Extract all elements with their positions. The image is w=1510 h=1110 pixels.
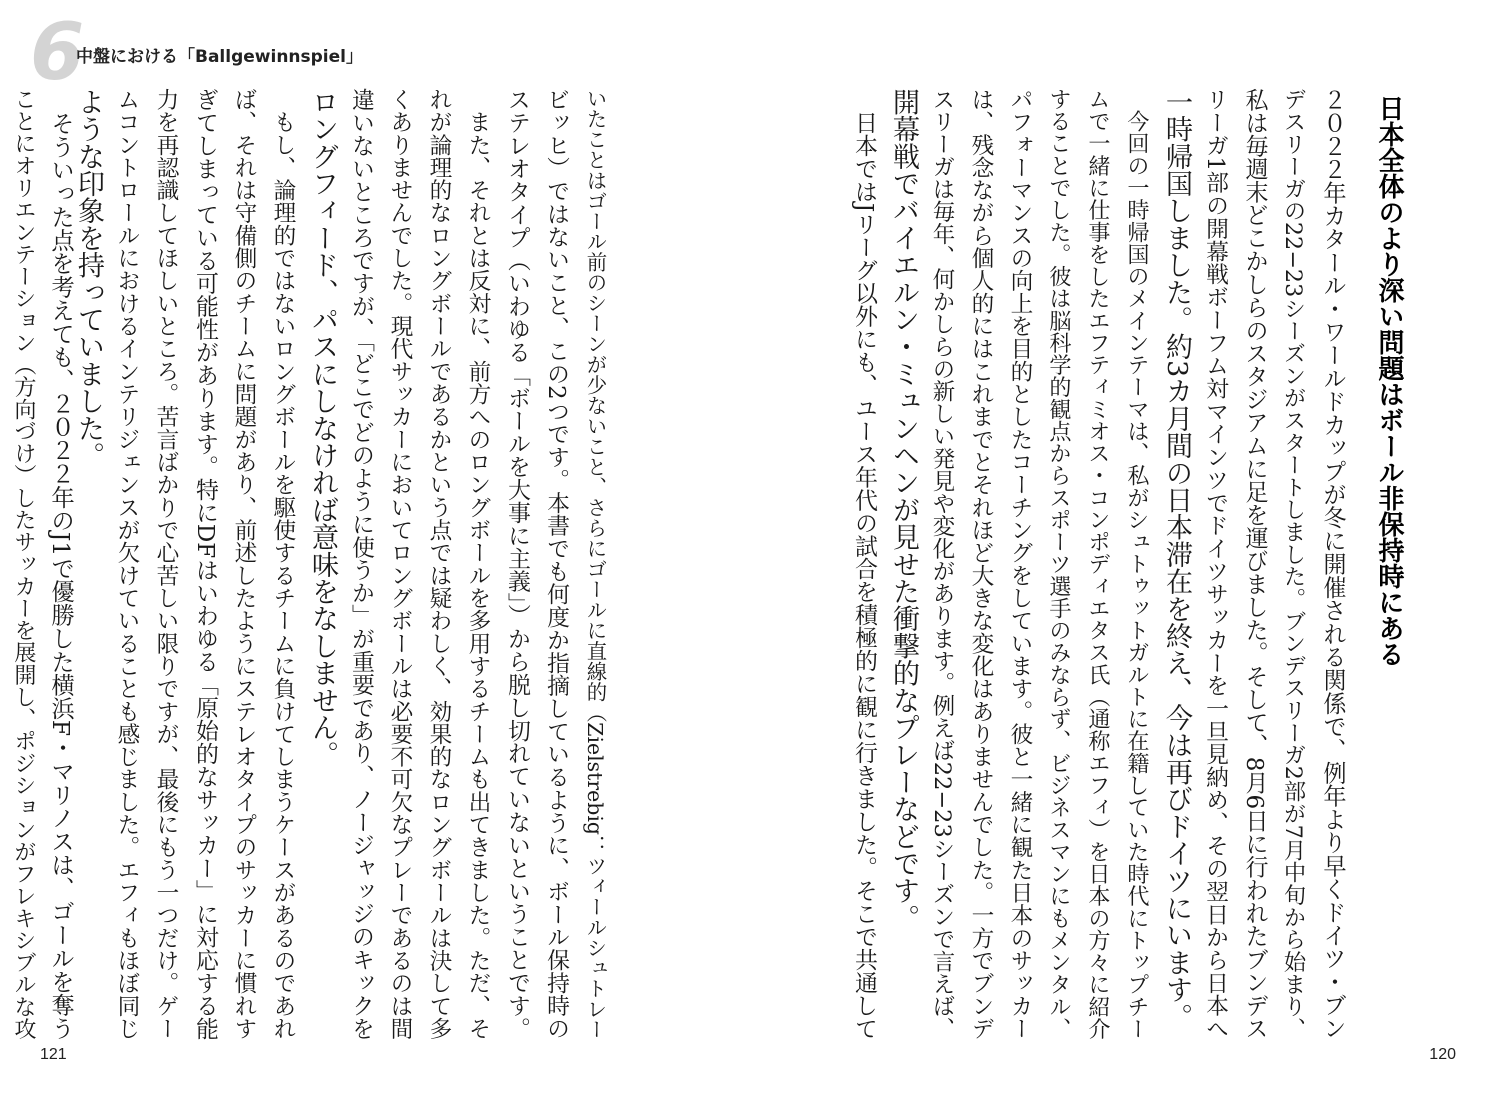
body-line: 私は毎週末どこかしらのスタジアムに足を運びました。そして、8月6日に行われたブンデス	[1241, 88, 1267, 1040]
body-line: ステレオタイプ（いわゆる「ボールを大事に主義」）から脱し切れていないということです。	[504, 88, 530, 1040]
body-line: 違いないところですが、「どこでどのように使うか」が重要であり、ノージャッジのキックを	[348, 88, 374, 1040]
body-line: 今回の一時帰国のメインテーマは、私がシュトゥットガルトに在籍していた時代にトップチー	[1124, 88, 1150, 1040]
section-headline: 日本全体のより深い問題はボール非保持時にある	[1374, 95, 1404, 667]
body-line: くありませんでした。現代サッカーにおいてロングボールは必要不可欠なプレーであるのは間	[387, 88, 413, 1040]
body-line: ロングフィード、パスにしなければ意味をなしません。	[307, 88, 338, 768]
body-line: ぎてしまっている可能性があります。特にDFはいわゆる「原始的なサッカー」に対応する能	[192, 88, 218, 1040]
body-line: ２０２２年カタール・ワールドカップが冬に開催される関係で、例年より早くドイツ・ブン	[1319, 88, 1346, 1040]
body-line: ような印象を持っていました。	[73, 88, 104, 469]
body-line: 一時帰国しました。約3カ月間の日本滞在を終え、今は再びドイツにいます。	[1161, 88, 1192, 1031]
body-line: ムで一緒に仕事をしたエフティミオス・コンポディエタス氏（通称エフィ）を日本の方々に紹介	[1085, 88, 1111, 1040]
body-line: 日本ではJリーグ以外にも、ユース年代の試合を積極的に観に行きました。そこで共通して	[851, 88, 877, 1040]
body-line: ことにオリエンテーション（方向づけ）したサッカーを展開し、ポジションがフレキシブルな攻	[11, 88, 37, 1040]
body-line: いたことはゴール前のシーンが少ないこと、さらにゴールに直線的（Zielstrebig：ツィールシュトレー	[583, 88, 607, 1040]
body-line: 力を再認識してほしいところ。苦言ばかりで心苦しい限りですが、最後にもう一つだけ。ゲー	[153, 88, 179, 1040]
body-line: パフォーマンスの向上を目的としたコーチングをしています。彼と一緒に観た日本のサッカー	[1007, 88, 1033, 1040]
body-line: れが論理的なロングボールであるかという点では疑わしく、効果的なロングボールは決して多	[426, 88, 452, 1040]
body-line: もし、論理的ではないロングボールを駆使するチームに負けてしまうケースがあるのであれ	[270, 88, 296, 1040]
body-line: ムコントロールにおけるインテリジェンスが欠けていることも感じました。エフィもほぼ同じ	[114, 88, 140, 1040]
body-line: ビッヒ）ではないこと、この2つです。本書でも何度か指摘しているように、ボール保持時の	[543, 88, 569, 1040]
body-line: することでした。彼は脳科学的観点からスポーツ選手のみならず、ビジネスマンにもメンタル、	[1046, 88, 1072, 1040]
body-line: そういった点を考えても、２０２２年のJ1で優勝した横浜F・マリノスは、ゴールを奪う	[47, 88, 75, 1040]
body-line: 開幕戦でバイエルン・ミュンヘンが見せた衝撃的なプレーなどです。	[888, 88, 919, 932]
body-line: は、残念ながら個人的にはこれまでとそれほど大きな変化はありませんでした。一方でブンデ	[968, 88, 994, 1040]
page-number: 120	[1429, 1046, 1456, 1063]
body-line: スリーガは毎年、何かしらの新しい発見や変化があります。例えば22−23シーズンで言えば、	[929, 88, 955, 1040]
chapter-title: 中盤における「Ballgewinnspiel」	[76, 47, 363, 67]
body-line: ば、それは守備側のチームに問題があり、前述したようにステレオタイプのサッカーに慣れす	[231, 88, 257, 1040]
body-line: また、それとは反対に、前方へのロングボールを多用するチームも出てきました。ただ、そ	[465, 88, 491, 1040]
body-line: デスリーガの22−23シーズンがスタートしました。ブンデスリーガ2部が7月中旬から始まり、	[1280, 88, 1306, 1040]
body-line: リーガ1部の開幕戦ボーフム対マインツでドイツサッカーを一旦見納め、その翌日から日本へ	[1202, 88, 1228, 1040]
page-number: 121	[40, 1046, 67, 1063]
right-page	[755, 0, 1510, 1110]
chapter-number: 6	[30, 8, 85, 98]
